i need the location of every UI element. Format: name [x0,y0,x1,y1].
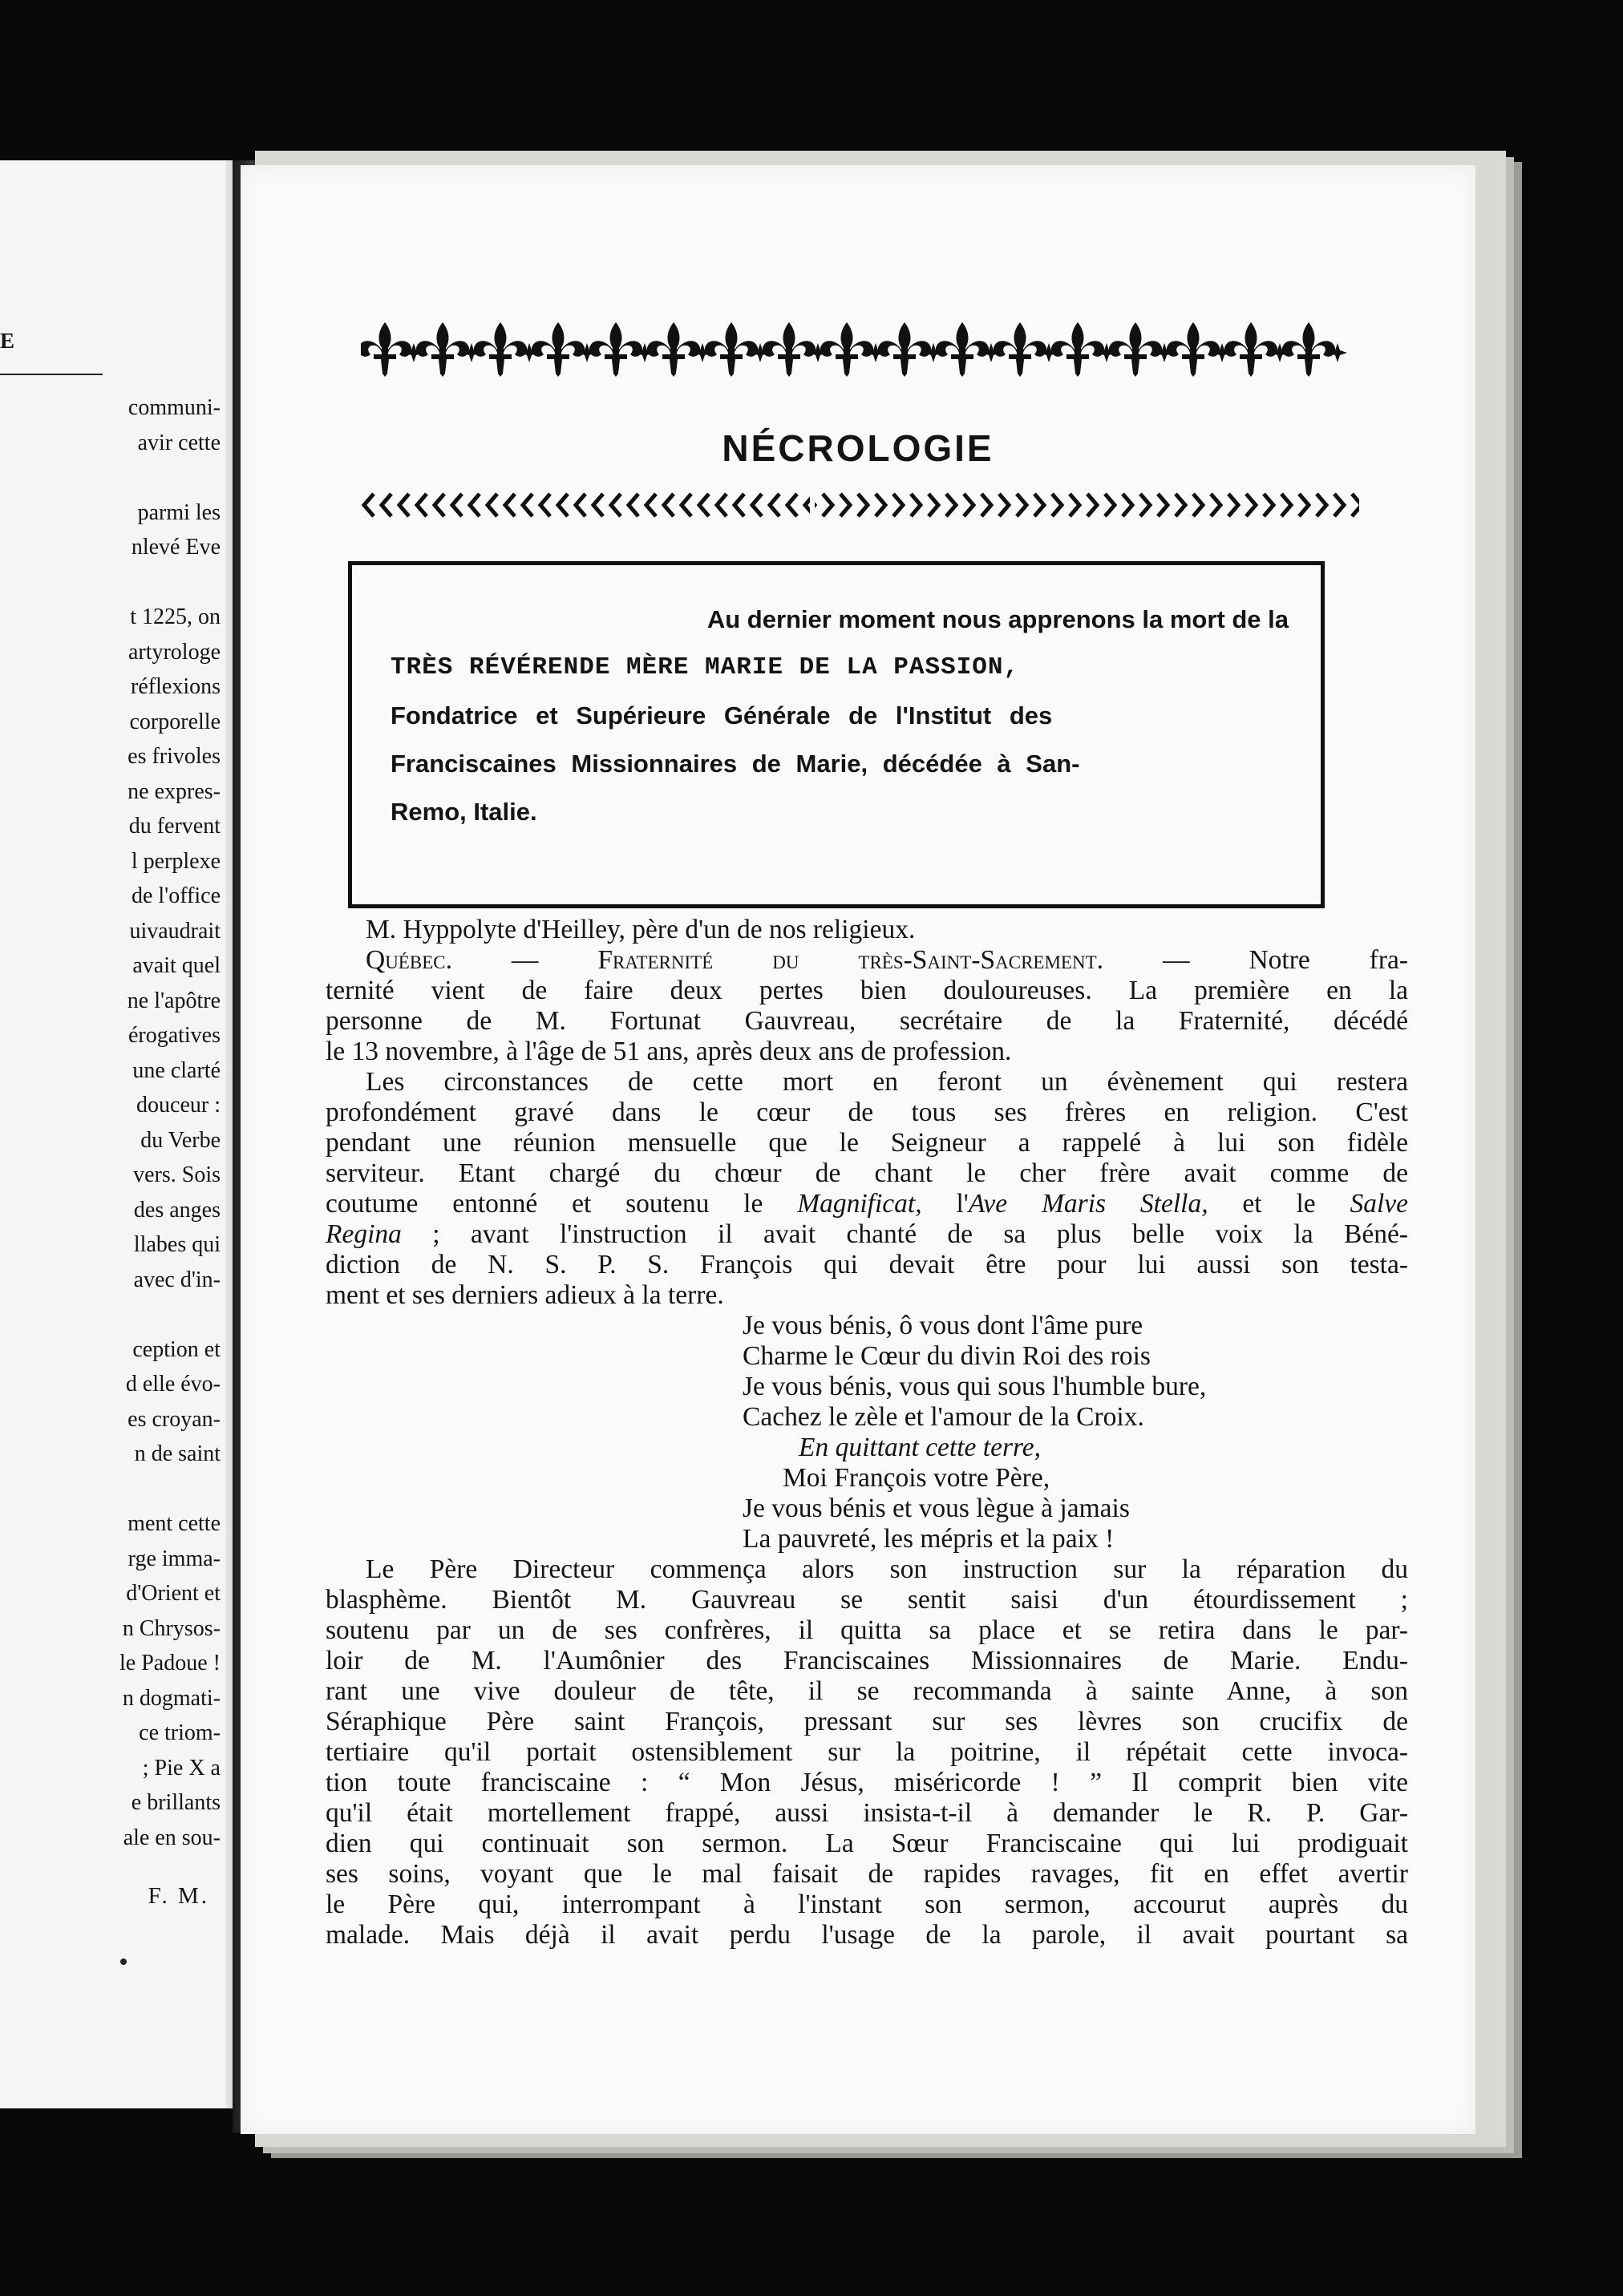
left-page-signature: F. M. [148,1883,209,1909]
poem [326,1311,1408,1554]
left-page-line: de l'office [131,883,221,908]
poem-line-8: La pauvreté, les mépris et la paix ! [743,1524,1115,1554]
main-page [241,165,1475,2134]
poem-line-2: Charme le Cœur du divin Roi des rois [743,1341,1151,1371]
directeur-line-13: malade. Mais déjà il avait perdu l'usage de la parole, il avait pourtant sa [326,1920,1408,1950]
left-page-line: douceur : [136,1093,221,1118]
quebec-paragraph-line-1 [326,945,1408,976]
directeur-line-8: tion toute franciscaine : “ Mon Jésus, miséricorde ! ” Il comprit bien vite [326,1768,1408,1797]
left-page-line: du fervent [128,814,221,839]
directeur-line-5: rant une vive douleur de tête, il se recommanda à sainte Anne, à son [326,1676,1408,1706]
fleur-de-lis-border-top [361,317,1359,382]
left-page-line: avec d'in- [133,1267,221,1292]
left-page-line: n de saint [134,1441,221,1466]
death-notice-box [348,561,1325,908]
left-page-line: nlevé Eve [131,535,221,560]
left-page-dot [120,1958,127,1965]
place-name: Québec. [366,945,452,975]
left-page-line [0,1297,221,1332]
left-page-line: artyrologe [127,639,221,665]
quebec-paragraph-line-4: le 13 novembre, à l'âge de 51 ans, après deux ans de profession. [326,1037,1012,1066]
left-page-text [0,390,221,1855]
directeur-line-3: soutenu par un de ses confrères, il quitta sa place et se retira dans le par- [326,1615,1408,1645]
left-page-line [0,460,221,495]
poem-line-5: En quittant cette terre, [799,1433,1042,1462]
paragraph-heilley: M. Hyppolyte d'Heilley, père d'un de nos religieux. [366,915,916,944]
directeur-line-9: qu'il était mortellement frappé, aussi insista-t-il à demander le R. P. Gar- [326,1798,1408,1828]
directeur-line-12: le Père qui, interrompant à l'instant son sermon, accourut auprès du [326,1890,1408,1919]
left-page-line: réflexions [131,674,221,699]
left-page-line: érogatives [127,1023,221,1048]
obituary-text [326,915,1408,1950]
circumstances-line-7: diction de N. S. P. S. François qui devait être pour lui aussi son testa- [326,1250,1408,1279]
notice-line-4: Franciscaines Missionnaires de Marie, décédée à San- [391,750,1080,778]
text-run: l' [921,1189,969,1219]
notice-line-3: Fondatrice et Supérieure Générale de l'Institut des [391,701,1053,730]
left-page-line: d elle évo- [125,1372,221,1397]
left-page-line: ception et [132,1336,221,1362]
notice-line-2: TRÈS RÉVÉRENDE MÈRE MARIE DE LA PASSION, [391,653,1020,681]
left-page-line: ne expres- [127,778,221,804]
left-page-line [0,565,221,600]
left-page-line: d'Orient et [126,1581,221,1606]
notice-line-5: Remo, Italie. [391,798,537,826]
left-page-line: du Verbe [140,1127,221,1153]
directeur-line-4: loir de M. l'Aumônier des Franciscaines Missionnaires de Marie. Endu- [326,1646,1408,1676]
left-page-line: l perplexe [131,848,221,874]
left-page-header: E [0,329,17,353]
left-page-line: n Chrysos- [122,1615,221,1641]
left-page-line: corporelle [129,709,221,734]
italic-title: Salve [1350,1189,1409,1219]
poem-line-3: Je vous bénis, vous qui sous l'humble bure, [743,1372,1207,1401]
circumstances-line-2: profondément gravé dans le cœur de tous ses frères en religion. C'est [326,1097,1408,1127]
directeur-line-7: tertiaire qu'il portait ostensiblement sur la poitrine, il répétait cette invoca- [326,1737,1408,1767]
page-title: NÉCROLOGIE [722,427,994,469]
notice-line-1: Au dernier moment nous apprenons la mort de la [706,605,1289,633]
text-run: et le [1208,1189,1350,1219]
circumstances-line-4: serviteur. Etant chargé du chœur de chant le cher frère avait comme de [326,1158,1408,1188]
ornamental-rule [361,489,1359,521]
italic-title: Ave Maris Stella, [968,1189,1208,1219]
circumstances-line-6 [326,1219,1408,1250]
italic-title: Magnificat, [797,1189,922,1219]
left-page-line: es frivoles [127,744,221,769]
left-page-line: des anges [133,1197,221,1223]
directeur-line-10: dien qui continuait son sermon. La Sœur Franciscaine qui lui prodiguait [326,1829,1408,1858]
left-page-line: communi- [127,395,221,420]
left-page-line: avait quel [132,953,221,978]
left-page-line: llabes qui [133,1232,221,1257]
directeur-line-2: blasphème. Bientôt M. Gauvreau se sentit saisi d'un étourdissement ; [326,1585,1408,1615]
quebec-paragraph-line-3: personne de M. Fortunat Gauvreau, secrétaire de la Fraternité, décédé [326,1006,1408,1036]
italic-title: Regina [326,1219,402,1249]
directeur-line-11: ses soins, voyant que le mal faisait de rapides ravages, fit en effet avertir [326,1859,1408,1889]
poem-line-4: Cachez le zèle et l'amour de la Croix. [743,1402,1144,1432]
left-page-line: une clarté [132,1057,221,1083]
left-page-line: n dogmati- [122,1685,221,1711]
left-page-line: es croyan- [127,1406,221,1432]
left-page-line: avir cette [137,430,221,455]
dash: — [451,945,598,975]
poem-line-1: Je vous bénis, ô vous dont l'âme pure [743,1311,1143,1340]
left-page-line: parmi les [137,499,221,525]
left-page-rule [0,374,103,375]
left-page-line: ment cette [127,1511,221,1536]
left-page-line: rge imma- [127,1546,221,1571]
dash: — [1103,945,1249,975]
text-run: ; avant l'instruction il avait chanté de sa plus belle voix la Béné- [401,1219,1408,1249]
quebec-paragraph-line-2: ternité vient de faire deux pertes bien douloureuses. La première en la [326,976,1408,1005]
left-page-line: e brillants [131,1790,221,1815]
text-run: Notre fra- [1249,945,1409,975]
left-page-line: ale en sou- [123,1825,221,1850]
directeur-line-1: Le Père Directeur commença alors son instruction sur la réparation du [366,1554,1408,1584]
left-page-line: le Padoue ! [119,1651,221,1676]
left-page-line [0,1472,221,1507]
directeur-line-6: Séraphique Père saint François, pressant sur ses lèvres son crucifix de [326,1707,1408,1736]
circumstances-line-5 [326,1189,1408,1219]
circumstances-line-8: ment et ses derniers adieux à la terre. [326,1280,724,1310]
left-page-line: uivaudrait [129,918,221,944]
circumstances-line-1: Les circonstances de cette mort en feront un évènement qui restera [366,1067,1408,1097]
fraternity-name: Fraternité du très-Saint-Sacrement. [597,945,1103,975]
poem-line-6: Moi François votre Père, [783,1463,1050,1493]
poem-line-7: Je vous bénis et vous lègue à jamais [743,1494,1130,1523]
left-page-line: vers. Sois [133,1162,221,1187]
left-page-line: ne l'apôtre [127,988,221,1013]
circumstances-line-3: pendant une réunion mensuelle que le Seigneur a rappelé à lui son fidèle [326,1128,1408,1158]
text-run: coutume entonné et soutenu le [326,1189,798,1219]
left-page-line: ; Pie X a [142,1755,221,1781]
left-page-line: t 1225, on [130,604,221,629]
left-page-line: ce triom- [139,1720,221,1745]
left-page [0,160,245,2108]
